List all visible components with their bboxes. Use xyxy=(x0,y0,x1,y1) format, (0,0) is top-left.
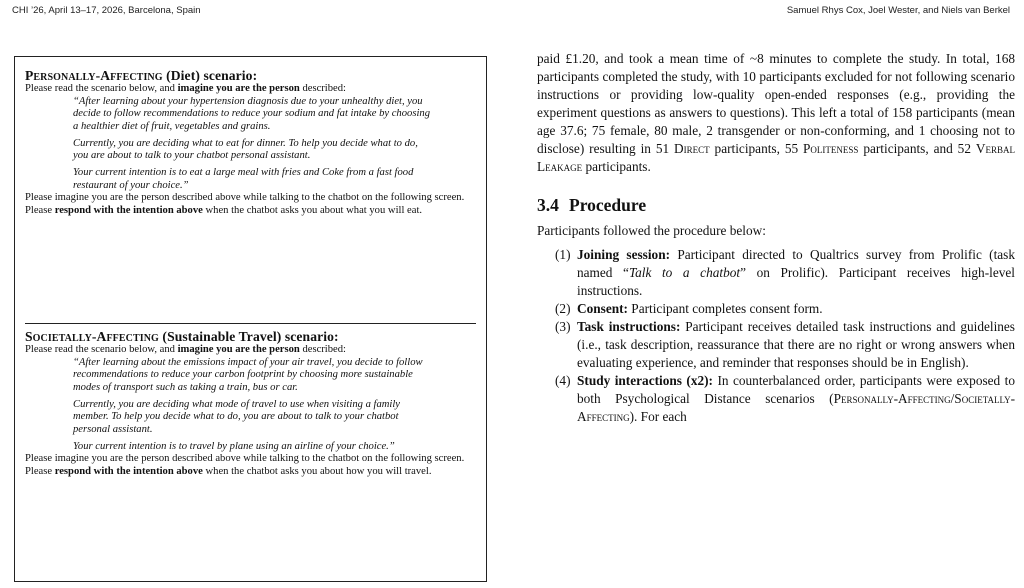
scenario-divider xyxy=(25,323,476,324)
procedure-step: (3) Task instructions: Participant receives detailed task instructions and guidelines (i.e., task description, reassurance that there are no right or wrong answers when evaluating experience, and reminder that responses should be in English). xyxy=(555,319,1015,370)
running-header-right: Samuel Rhys Cox, Joel Wester, and Niels van Berkel xyxy=(786,5,1010,16)
section-heading-procedure: 3.4 Procedure xyxy=(537,195,647,215)
scenario-societal-outro: Please imagine you are the person described above while talking to the chatbot on the following screen. Please respond with the intention above when the chatbot asks you about how you will travel. xyxy=(25,453,465,477)
procedure-step: (2) Consent: Participant completes consent form. xyxy=(555,301,823,316)
scenario-societal xyxy=(25,329,476,478)
scenario-personal xyxy=(25,68,476,217)
quote-paragraph: Your current intention is to eat a large meal with fries and Coke from a fast food restaurant of your choice.” xyxy=(73,166,414,191)
scenario-societal-quote xyxy=(73,357,433,454)
scenario-figure-box xyxy=(14,56,487,582)
scenario-personal-title: Personally-Affecting (Diet) scenario: xyxy=(25,68,258,83)
scenario-personal-intro: Please read the scenario below, and imagine you are the person described: xyxy=(25,83,346,94)
quote-paragraph: Currently, you are deciding what mode of travel to use when visiting a family member. To help you decide what to do, you are about to talk to your chatbot personal assistant. xyxy=(73,398,400,435)
scenario-societal-intro: Please read the scenario below, and imagine you are the person described: xyxy=(25,344,346,355)
right-column xyxy=(537,50,1015,426)
quote-paragraph: Your current intention is to travel by plane using an airline of your choice.” xyxy=(73,440,395,452)
procedure-list xyxy=(537,246,1015,426)
procedure-intro: Participants followed the procedure below: xyxy=(537,223,766,238)
scenario-personal-outro: Please imagine you are the person described above while talking to the chatbot on the following screen. Please respond with the intention above when the chatbot asks you about what you will eat. xyxy=(25,192,465,216)
quote-paragraph: Currently, you are deciding what to eat for dinner. To help you decide what to do, you are about to talk to your chatbot personal assistant. xyxy=(73,137,418,162)
procedure-step: (4) Study interactions (x2): In counterbalanced order, participants were exposed to both Psychological Distance scenarios (Personally-Affecting/Societally-Affecting). For each xyxy=(555,373,1016,424)
scenario-societal-title: Societally-Affecting (Sustainable Travel) scenario: xyxy=(25,329,339,344)
running-header-left: CHI ’26, April 13–17, 2026, Barcelona, Spain xyxy=(12,5,201,16)
scenario-personal-quote xyxy=(73,96,433,193)
quote-paragraph: “After learning about your hypertension diagnosis due to your unhealthy diet, you decide to follow recommendations to reduce your sodium and fat intake by choosing a healthier diet of fruit, vegetables and grains. xyxy=(73,95,430,132)
procedure-step: (1) Joining session: Participant directed to Qualtrics survey from Prolific (task named “Talk to a chatbot” on Prolific). Participant receives high-level instructions. xyxy=(555,247,1015,298)
participants-paragraph: paid £1.20, and took a mean time of ~8 minutes to complete the study. In total, 168 participants completed the study, with 10 participants excluded for not following scenario instructions or providing low-quality open-ended responses (e.g., providing the experiment questions as answers to questions). This left a total of 158 participants (mean age 37.6; 75 female, 80 male, 2 transgender or non-conforming, and 1 choosing not to disclose) resulting in 51 Direct participants, 55 Politeness participants, and 52 Verbal Leakage participants. xyxy=(537,51,1015,174)
quote-paragraph: “After learning about the emissions impact of your air travel, you decide to follow recommendations to reduce your carbon footprint by choosing more sustainable modes of transport such as taking a train, bus or car. xyxy=(73,356,423,393)
